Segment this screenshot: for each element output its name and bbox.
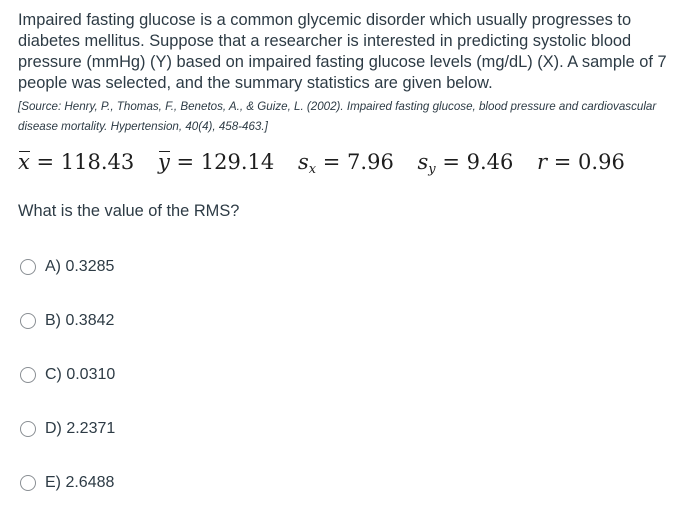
- stat-sy-value: 9.46: [466, 150, 514, 174]
- question-block: [18, 10, 688, 137]
- choice-label: B) 0.3842: [45, 312, 115, 329]
- stat-sx: $s_x = 7.96$: [297, 150, 394, 177]
- radio-circle-icon[interactable]: [20, 421, 36, 437]
- stat-sy: $s_y = 9.46$: [417, 150, 514, 177]
- stat-r: r = 0.96: [537, 150, 625, 174]
- radio-circle-icon[interactable]: [20, 367, 36, 383]
- summary-statistics: [18, 150, 688, 177]
- stat-sx-value: 7.96: [347, 150, 394, 174]
- stat-ybar: y = 129.14: [157, 150, 275, 174]
- choice-label: D) 2.2371: [45, 420, 116, 437]
- radio-circle-icon[interactable]: [20, 259, 36, 275]
- choice-e[interactable]: [20, 472, 115, 494]
- stat-ybar-value: 129.14: [200, 150, 275, 174]
- choice-label: C) 0.0310: [45, 366, 116, 383]
- choice-b[interactable]: [20, 310, 115, 332]
- stat-xbar: x = 118.43: [18, 150, 135, 174]
- radio-circle-icon[interactable]: [20, 475, 36, 491]
- choice-d[interactable]: [20, 418, 115, 440]
- choice-label: A) 0.3285: [45, 258, 115, 275]
- question-prompt: What is the value of the RMS?: [18, 202, 240, 220]
- question-intro: Impaired fasting glucose is a common glycemic disorder which usually progresses to diabetes mellitus. Suppose that a researcher is interested in predicting systolic blood pressure (mmHg) (Y) based on impaired fasting glucose levels (mg/dL) (X). A sample of 7 people was selected, and the summary statistics are given below.: [18, 11, 667, 92]
- choice-a[interactable]: [20, 256, 115, 278]
- stat-xbar-value: 118.43: [60, 150, 135, 174]
- choice-c[interactable]: [20, 364, 115, 386]
- answer-choices: [20, 256, 115, 526]
- source-citation: [Source: Henry, P., Thomas, F., Benetos, A., & Guize, L. (2002). Impaired fasting glucose, blood pressure and cardiovascular disease mortality. Hypertension, 40(4), 458-463.]: [18, 100, 657, 133]
- stat-r-value: 0.96: [578, 150, 625, 174]
- choice-label: E) 2.6488: [45, 474, 115, 491]
- radio-circle-icon[interactable]: [20, 313, 36, 329]
